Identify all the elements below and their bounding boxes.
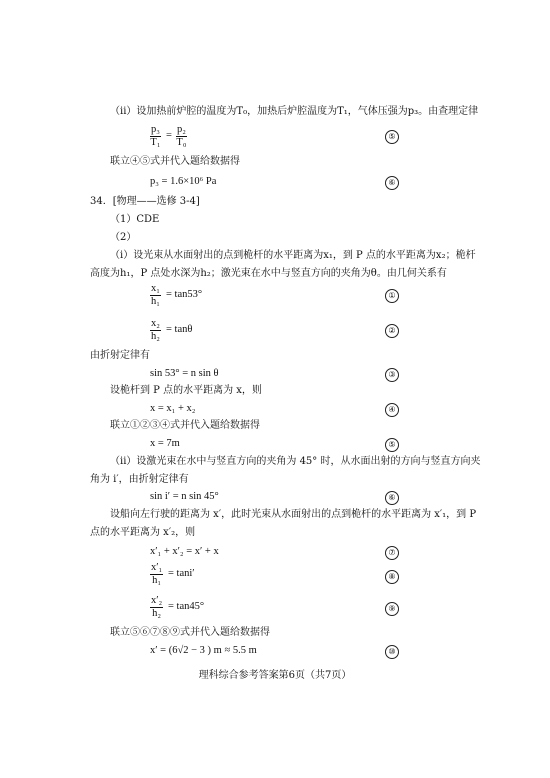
- marker-7: ⑦: [385, 546, 399, 560]
- charles-right-num: p₂: [177, 124, 186, 135]
- marker-3: ③: [385, 368, 399, 382]
- eq8-rhs: = tani′: [168, 568, 195, 579]
- eq6: sin i′ = n sin 45°: [150, 491, 219, 502]
- eq2-rhs: = tanθ: [166, 324, 193, 335]
- eq8-den: h₁: [152, 575, 162, 586]
- part2-label: （2）: [110, 232, 137, 243]
- charles-equals: =: [166, 130, 172, 141]
- marker-9: ⑨: [385, 602, 399, 616]
- marker-5a: ⑤: [385, 130, 399, 144]
- charles-left-den: T₁: [150, 137, 161, 148]
- marker-6a: ⑥: [385, 176, 399, 190]
- ii-line1: （ii）设激光束在水中与竖直方向的夹角为 45° 时，从水面出射的方向与竖直方向夹: [110, 456, 481, 467]
- part1-answer: （1）CDE: [110, 214, 160, 225]
- mast-distance-text: 设桅杆到 P 点的水平距离为 x，则: [110, 385, 262, 396]
- boat-line1: 设船向左行驶的距离为 x′，此时光束从水面射出的点到桅杆的水平距离为 x′₁，到 P: [110, 509, 477, 520]
- eq1-fraction: [150, 283, 161, 308]
- charles-right-fraction: [176, 124, 187, 149]
- eq4: x = x₁ + x₂: [150, 403, 196, 414]
- eq9-fraction: [150, 595, 163, 620]
- marker-1: ①: [385, 289, 399, 303]
- ii-gas-text: （ii）设加热前炉腔的温度为T₀，加热后炉腔温度为T₁，气体压强为p₃。由查理定律: [110, 106, 479, 117]
- eq8-fraction: [150, 562, 163, 587]
- i-line1: （i）设光束从水面射出的点到桅杆的水平距离为x₁，到 P 点的水平距离为x₂；桅杆: [110, 250, 476, 261]
- ii-line2: 角为 i′，由折射定律有: [90, 474, 189, 485]
- eq1-num: x₁: [151, 283, 160, 294]
- eq10: x′ = (6√2 − 3 ) m ≈ 5.5 m: [150, 645, 257, 656]
- eq9-den: h₂: [152, 608, 162, 619]
- marker-4: ④: [385, 403, 399, 417]
- join45-text: 联立④⑤式并代入题给数据得: [110, 156, 240, 167]
- join1234-text: 联立①②③④式并代入题给数据得: [110, 420, 260, 431]
- eq3: sin 53° = n sin θ: [150, 368, 219, 379]
- refraction-text: 由折射定律有: [90, 350, 150, 361]
- eq1-rhs: = tan53°: [166, 289, 203, 300]
- eq9-rhs: = tan45°: [168, 601, 205, 612]
- eq2-fraction: [150, 318, 161, 343]
- charles-left-num: p₃: [151, 124, 160, 135]
- boat-line2: 点的水平距离为 x′₂，则: [90, 527, 196, 538]
- page-footer: 理科综合参考答案第6页（共7页）: [198, 670, 352, 681]
- eq5: x = 7m: [150, 438, 180, 449]
- p3-equation: p₃ = 1.6×10⁶ Pa: [150, 176, 217, 187]
- eq8-num: x′₁: [151, 562, 163, 573]
- eq7: x′₁ + x′₂ = x′ + x: [150, 546, 219, 557]
- marker-8: ⑧: [385, 570, 399, 584]
- marker-2: ②: [385, 324, 399, 338]
- marker-5b: ⑤: [385, 438, 399, 452]
- marker-6b: ⑥: [385, 491, 399, 505]
- charles-right-den: T₀: [176, 137, 187, 148]
- eq2-den: h₂: [151, 331, 160, 342]
- section-34-heading: 34．[物理——选修 3-4]: [90, 196, 200, 207]
- i-line2: 高度为h₁，P 点处水深为h₂；激光束在水中与竖直方向的夹角为θ。由几何关系有: [90, 268, 447, 279]
- charles-left-fraction: [150, 124, 161, 149]
- eq9-num: x′₂: [151, 595, 163, 606]
- join56789-text: 联立⑤⑥⑦⑧⑨式并代入题给数据得: [110, 627, 270, 638]
- marker-10: ⑩: [385, 645, 399, 659]
- eq2-num: x₂: [151, 318, 160, 329]
- eq1-den: h₁: [151, 296, 160, 307]
